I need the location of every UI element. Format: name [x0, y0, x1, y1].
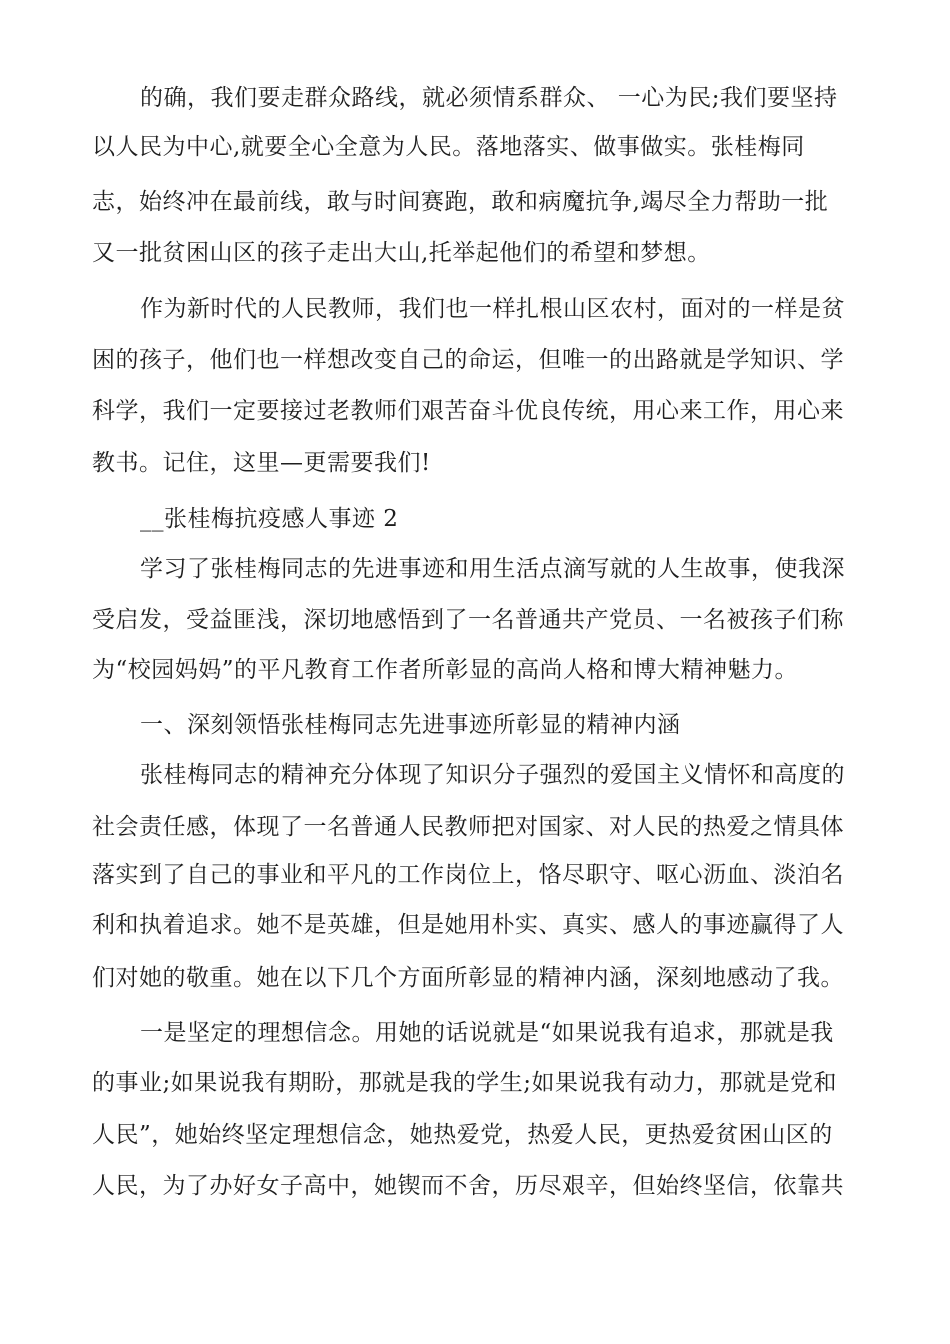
section-heading: __张桂梅抗疫感人事迹 2 [140, 506, 399, 532]
paragraph-3-line-2: 受启发，受益匪浅，深切地感悟到了一名普通共产党员、一名被孩子们称 [92, 607, 844, 633]
paragraph-1-line-3: 志，始终冲在最前线，敢与时间赛跑，敢和病魔抗争,竭尽全力帮助一批 [92, 189, 829, 215]
paragraph-5-line-3: 人民”，她始终坚定理想信念，她热爱党，热爱人民，更热爱贫困山区的 [92, 1122, 833, 1148]
paragraph-1-line-1: 的确，我们要走群众路线，就必须情系群众、 一心为民;我们要坚持 [140, 85, 838, 111]
paragraph-3-line-3: 为“校园妈妈”的平凡教育工作者所彰显的高尚人格和博大精神魅力。 [92, 657, 799, 683]
paragraph-1-line-2: 以人民为中心,就要全心全意为人民。落地落实、做事做实。张桂梅同 [92, 134, 805, 160]
paragraph-4-line-5: 们对她的敬重。她在以下几个方面所彰显的精神内涵，深刻地感动了我。 [92, 965, 844, 991]
paragraph-5-line-2: 的事业;如果说我有期盼，那就是我的学生;如果说我有动力，那就是党和 [92, 1070, 837, 1096]
subheading-1: 一、深刻领悟张桂梅同志先进事迹所彰显的精神内涵 [140, 712, 681, 738]
paragraph-4-line-2: 社会责任感，体现了一名普通人民教师把对国家、对人民的热爱之情具体 [92, 814, 844, 840]
paragraph-5-line-4: 人民，为了办好女子高中，她锲而不舍，历尽艰辛，但始终坚信，依靠共 [92, 1173, 844, 1199]
paragraph-1-line-4: 又一批贫困山区的孩子走出大山,托举起他们的希望和梦想。 [92, 240, 711, 266]
paragraph-4-line-1: 张桂梅同志的精神充分体现了知识分子强烈的爱国主义情怀和高度的 [140, 762, 845, 788]
paragraph-5-line-1: 一是坚定的理想信念。用她的话说就是“如果说我有追求，那就是我 [140, 1020, 834, 1046]
paragraph-2-line-2: 困的孩子，他们也一样想改变自己的命运，但唯一的出路就是学知识、学 [92, 347, 844, 373]
paragraph-2-line-4: 教书。记住，这里—更需要我们! [92, 450, 431, 476]
paragraph-3-line-1: 学习了张桂梅同志的先进事迹和用生活点滴写就的人生故事，使我深 [140, 556, 845, 582]
paragraph-4-line-3: 落实到了自己的事业和平凡的工作岗位上，恪尽职守、呕心沥血、淡泊名 [92, 862, 844, 888]
paragraph-2-line-1: 作为新时代的人民教师，我们也一样扎根山区农村，面对的一样是贫 [140, 296, 845, 322]
paragraph-4-line-4: 利和执着追求。她不是英雄，但是她用朴实、真实、感人的事迹赢得了人 [92, 912, 844, 938]
paragraph-2-line-3: 科学，我们一定要接过老教师们艰苦奋斗优良传统，用心来工作，用心来 [92, 398, 844, 424]
